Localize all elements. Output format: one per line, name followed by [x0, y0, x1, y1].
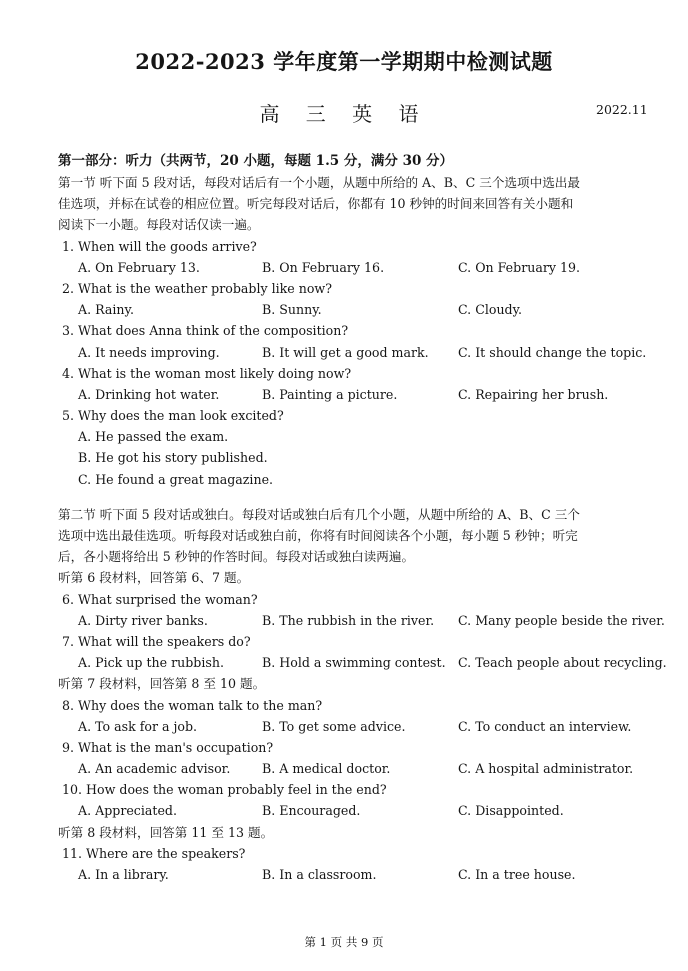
question-stem: 9. What is the man's occupation?	[62, 739, 274, 755]
question-stem: 6. What surprised the woman?	[62, 591, 258, 607]
option-a: A. He passed the exam.	[78, 429, 229, 445]
question-stem: 4. What is the woman most likely doing now?	[62, 365, 352, 381]
exam-content	[58, 150, 667, 885]
option-c: C. A hospital administrator.	[458, 761, 634, 777]
option-b: B. Sunny.	[262, 302, 322, 318]
section-intro-line: 后，各小题将给出 5 秒钟的作答时间。每段对话或独白读两遍。	[58, 549, 415, 565]
option-a: A. Rainy.	[78, 302, 134, 318]
option-row	[58, 758, 648, 779]
option-c: C. Disappointed.	[458, 803, 564, 819]
question-stem: 2. What is the weather probably like now?	[62, 280, 332, 296]
question-stem: 1. When will the goods arrive?	[62, 238, 257, 254]
option-row	[58, 384, 648, 405]
option-b: B. The rubbish in the river.	[262, 612, 435, 628]
option-c: C. He found a great magazine.	[78, 471, 274, 487]
section-intro-line: 第一节 听下面 5 段对话，每段对话后有一个小题，从题中所给的 A、B、C 三个选项中选出最	[58, 175, 580, 190]
option-a: A. In a library.	[78, 867, 169, 882]
exam-date: 2022.11	[596, 102, 648, 117]
option-row	[58, 652, 667, 673]
option-c: C. Teach people about recycling.	[458, 655, 667, 671]
option-row	[58, 299, 648, 320]
material-heading: 听第 8 段材料，回答第 11 至 13 题。	[58, 824, 274, 840]
option-c: C. Repairing her brush.	[458, 386, 609, 402]
material-heading: 听第 6 段材料，回答第 6、7 题。	[58, 570, 250, 586]
section-intro-line: 佳选项，并标在试卷的相应位置。听完每段对话后，你都有 10 秒钟的时间来回答有关小题和	[58, 196, 574, 212]
option-b: B. It will get a good mark.	[262, 344, 429, 360]
option-b: B. Hold a swimming contest.	[262, 655, 446, 671]
question-stem: 5. Why does the man look excited?	[62, 408, 284, 424]
question-stem: 3. What does Anna think of the composition?	[62, 323, 349, 339]
option-row	[58, 610, 665, 631]
exam-subject: 高 三 英 语	[259, 102, 429, 126]
option-a: A. An academic advisor.	[78, 761, 231, 777]
question-stem: 7. What will the speakers do?	[62, 633, 251, 649]
option-a: A. Pick up the rubbish.	[78, 655, 224, 671]
option-c: C. To conduct an interview.	[458, 718, 632, 734]
section-gap	[58, 490, 648, 504]
option-b: B. To get some advice.	[262, 718, 406, 734]
material-heading: 听第 7 段材料，回答第 8 至 10 题。	[58, 676, 266, 692]
option-c: C. In a tree house.	[458, 867, 576, 882]
option-b: B. A medical doctor.	[262, 761, 391, 777]
option-row	[58, 257, 648, 278]
option-c: C. It should change the topic.	[458, 344, 647, 360]
option-a: A. Drinking hot water.	[78, 386, 220, 402]
option-a: A. To ask for a job.	[78, 718, 198, 734]
option-c: C. Cloudy.	[458, 302, 523, 318]
page-footer: 第 1 页 共 9 页	[304, 935, 384, 949]
option-c: C. On February 19.	[458, 259, 581, 275]
question-stem: 10. How does the woman probably feel in the end?	[62, 782, 387, 798]
option-a: A. It needs improving.	[78, 344, 220, 360]
option-b: B. In a classroom.	[262, 867, 377, 882]
option-b: B. On February 16.	[262, 259, 385, 275]
section-intro-line: 选项中选出最佳选项。听每段对话或独白前，你将有时间阅读各个小题，每小题 5 秒钟；听完	[58, 528, 578, 543]
option-b: B. Painting a picture.	[262, 386, 398, 402]
part-title: 第一部分：听力（共两节，20 小题，每题 1.5 分，满分 30 分）	[58, 153, 454, 169]
question-stem: 11. Where are the speakers?	[62, 845, 246, 861]
section-intro-line: 阅读下一小题。每段对话仅读一遍。	[58, 217, 260, 233]
option-a: A. On February 13.	[78, 259, 200, 275]
option-row	[58, 342, 648, 363]
option-b: B. He got his story published.	[78, 450, 268, 466]
option-a: A. Appreciated.	[78, 803, 177, 819]
option-b: B. Encouraged.	[262, 803, 361, 819]
option-c: C. Many people beside the river.	[458, 612, 665, 628]
option-a: A. Dirty river banks.	[78, 612, 208, 628]
option-row	[58, 716, 648, 737]
question-stem: 8. Why does the woman talk to the man?	[62, 697, 323, 713]
section-intro-line: 第二节 听下面 5 段对话或独白。每段对话或独白后有几个小题，从题中所给的 A、B、C 三个	[58, 506, 580, 522]
option-row	[58, 864, 648, 885]
option-row	[58, 800, 648, 821]
exam-title: 2022-2023 学年度第一学期期中检测试题	[135, 49, 553, 74]
